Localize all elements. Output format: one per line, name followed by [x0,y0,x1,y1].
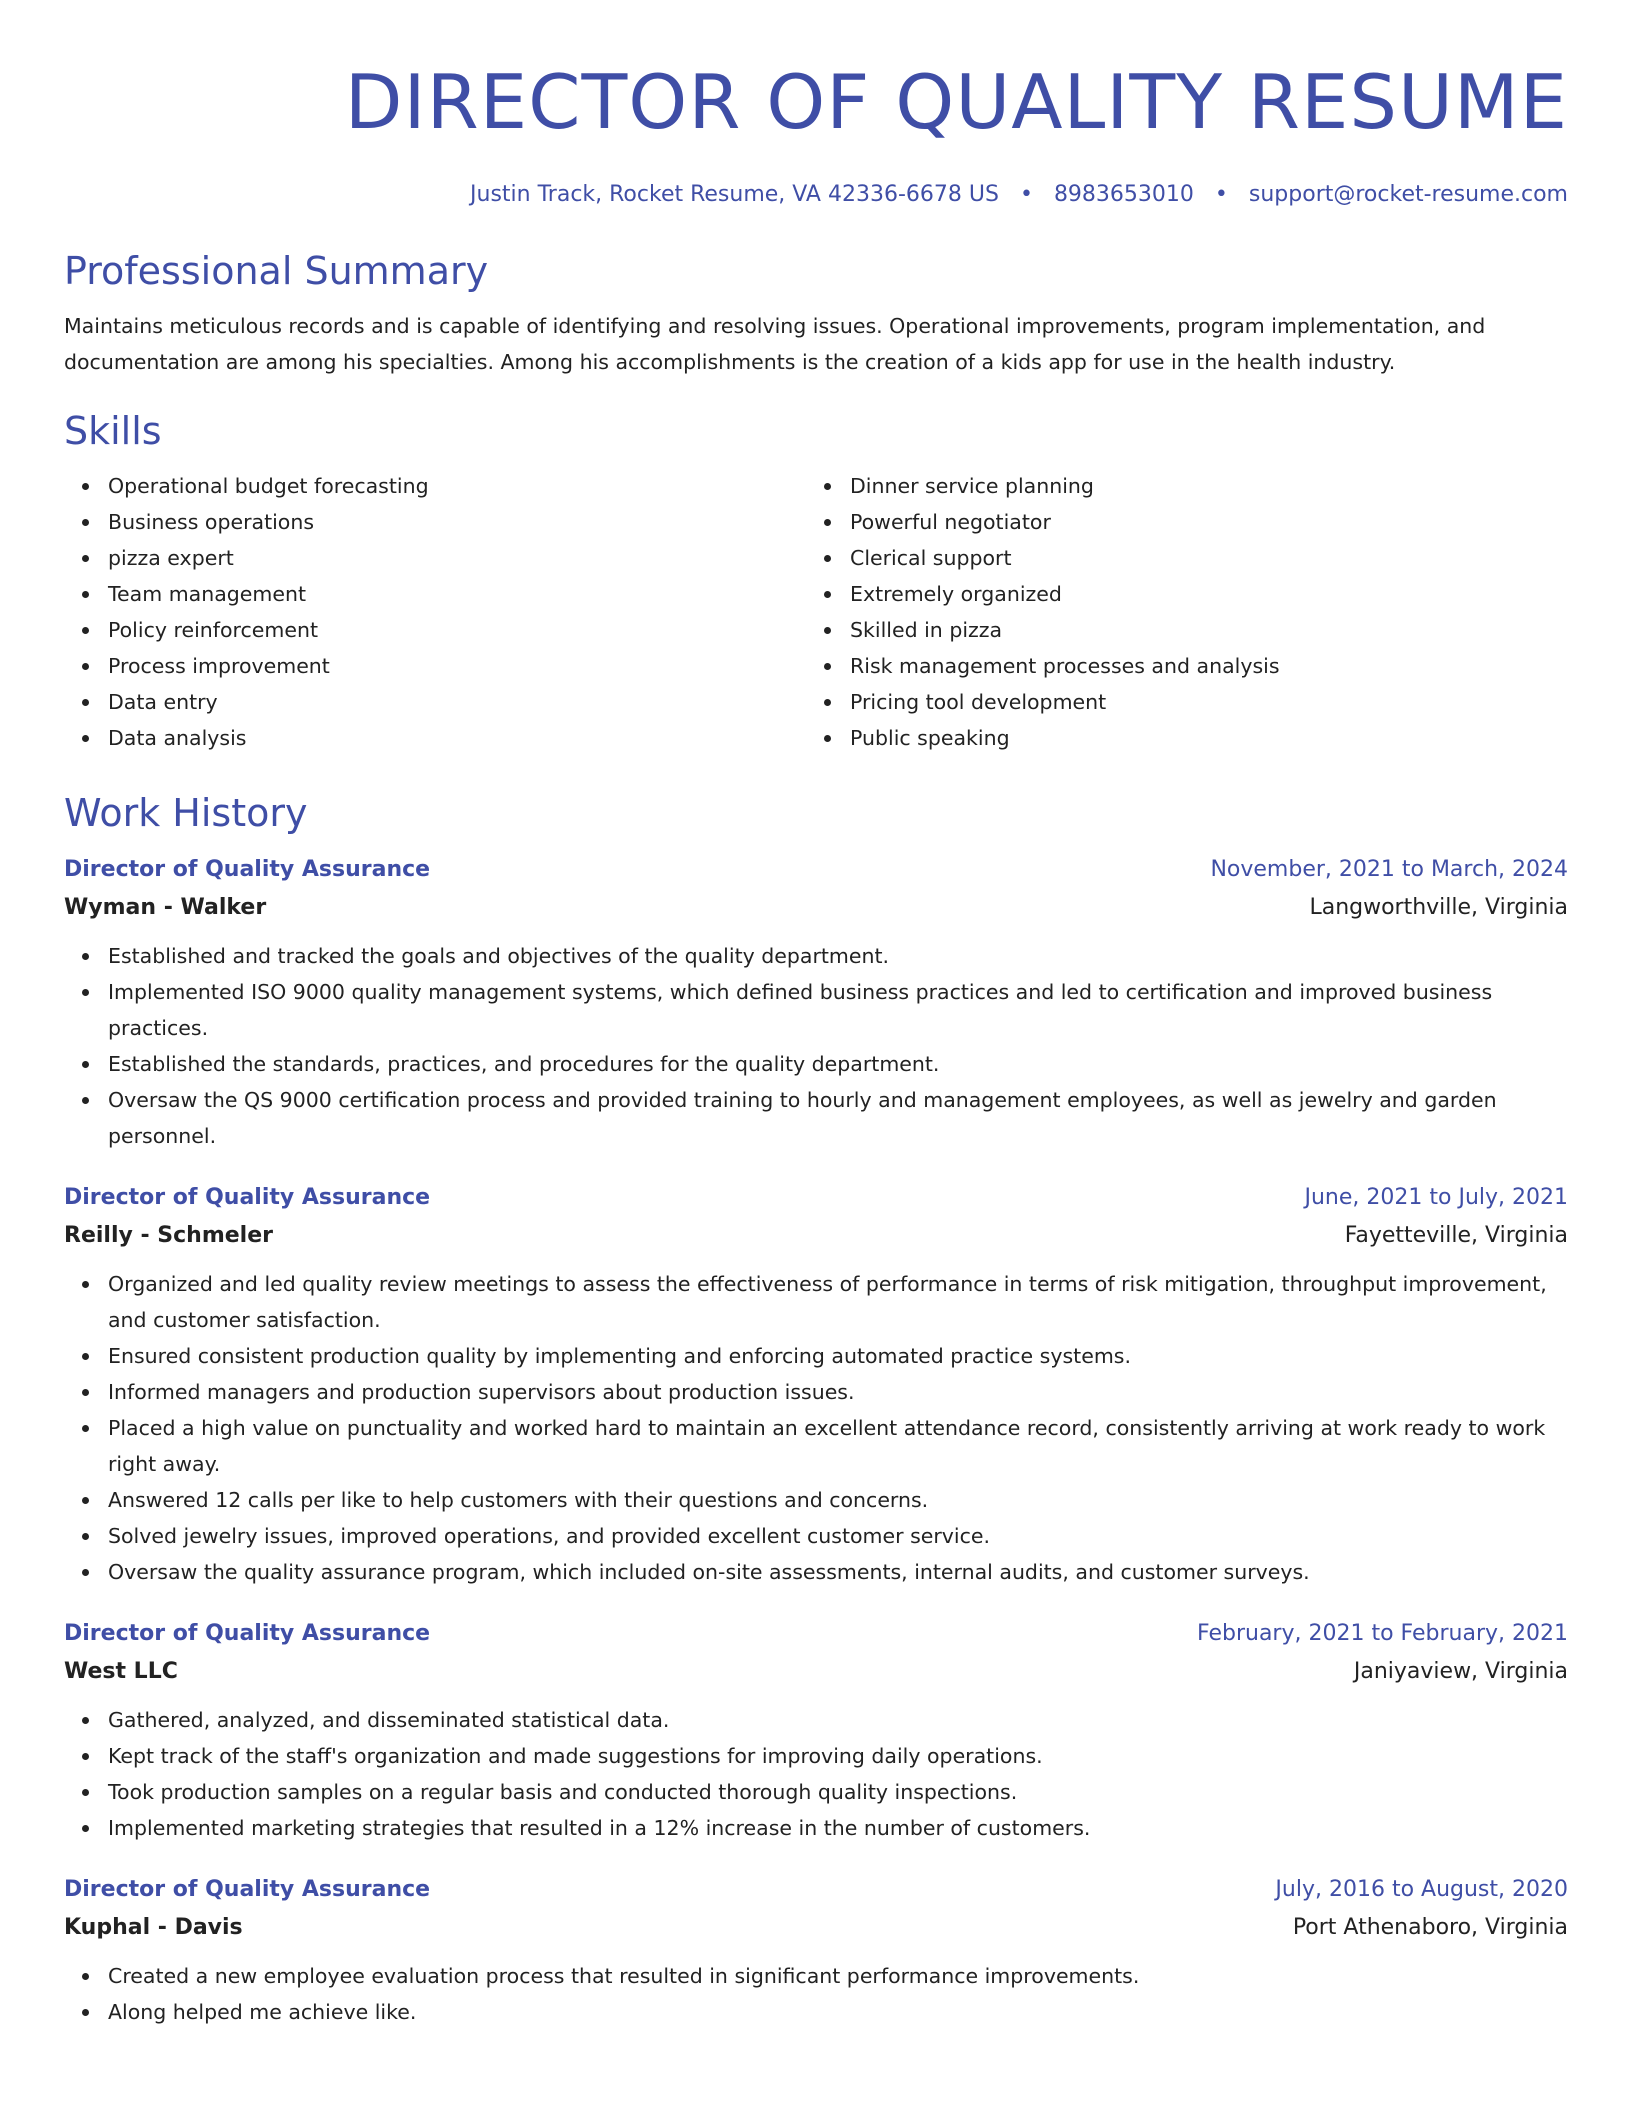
contact-line [64,180,1568,210]
skills-heading: Skills [64,409,162,453]
contact-phone: 8983653010 [1053,182,1194,207]
contact-separator: • [1019,182,1033,207]
skill-item: Skilled in pizza [850,612,1548,648]
job-company-row [64,888,1568,928]
job-title: Director of Quality Assurance [64,857,431,882]
job-bullet: Gathered, analyzed, and disseminated statistical data. [108,1702,1568,1738]
job-company: Wyman - Walker [64,895,267,920]
job-bullet: Implemented marketing strategies that resulted in a 12% increase in the number of customers. [108,1810,1568,1846]
contact-address: Justin Track, Rocket Resume, VA 42336-6678 US [470,182,999,207]
job-location: Port Athenaboro, Virginia [1292,1915,1568,1940]
job-dates: July, 2016 to August, 2020 [1275,1877,1568,1902]
job-entry [64,852,1568,1154]
job-bullet: Oversaw the QS 9000 certification process and provided training to hourly and management employees, as well as jewelry and garden personnel. [108,1082,1568,1154]
resume-title: DIRECTOR OF QUALITY RESUME [344,58,1568,146]
job-location: Langworthville, Virginia [1309,895,1568,920]
job-title: Director of Quality Assurance [64,1185,431,1210]
skill-item: Dinner service planning [850,468,1548,504]
job-bullet: Established and tracked the goals and objectives of the quality department. [108,938,1568,974]
summary-text: Maintains meticulous records and is capable of identifying and resolving issues. Operational improvements, program implementation, and documentation are among his specialties. Among his accomplishments is the creation of a kids app for use in the health industry. [64,314,1486,374]
skill-item: Powerful negotiator [850,504,1548,540]
summary-heading: Professional Summary [64,249,489,293]
job-title: Director of Quality Assurance [64,1877,431,1902]
skill-item: pizza expert [108,540,806,576]
job-bullet: Organized and led quality review meetings to assess the effectiveness of performance in terms of risk mitigation, throughput improvement, and customer satisfaction. [108,1266,1568,1338]
job-company-row [64,1652,1568,1692]
job-entry [64,1180,1568,1590]
job-header-row [64,1872,1568,1908]
job-bullet: Placed a high value on punctuality and worked hard to maintain an excellent attendance record, consistently arriving at work ready to work right away. [108,1410,1568,1482]
skills-list-right [806,468,1548,756]
job-bullet: Kept track of the staff's organization and made suggestions for improving daily operations. [108,1738,1568,1774]
job-entry [64,1872,1568,2030]
job-bullet: Answered 12 calls per like to help customers with their questions and concerns. [108,1482,1568,1518]
job-bullet: Informed managers and production supervisors about production issues. [108,1374,1568,1410]
job-bullet: Along helped me achieve like. [108,1994,1568,2030]
job-bullet: Implemented ISO 9000 quality management systems, which defined business practices and led to certification and improved business practices. [108,974,1568,1046]
skill-item: Risk management processes and analysis [850,648,1548,684]
job-dates: June, 2021 to July, 2021 [1304,1185,1568,1210]
job-company: Reilly - Schmeler [64,1223,273,1248]
skill-item: Data entry [108,684,806,720]
skill-item: Business operations [108,504,806,540]
job-bullet: Took production samples on a regular basis and conducted thorough quality inspections. [108,1774,1568,1810]
job-dates: November, 2021 to March, 2024 [1210,857,1568,882]
job-bullet: Oversaw the quality assurance program, which included on-site assessments, internal audits, and customer surveys. [108,1554,1568,1590]
skill-item: Operational budget forecasting [108,468,806,504]
skill-item: Clerical support [850,540,1548,576]
job-bullet: Created a new employee evaluation process that resulted in significant performance improvements. [108,1958,1568,1994]
work-history-heading: Work History [64,791,308,835]
job-bullet: Established the standards, practices, and procedures for the quality department. [108,1046,1568,1082]
job-company: West LLC [64,1659,178,1684]
job-location: Fayetteville, Virginia [1344,1223,1568,1248]
job-header-row [64,1180,1568,1216]
skills-list-left [64,468,806,756]
job-bullet: Ensured consistent production quality by implementing and enforcing automated practice systems. [108,1338,1568,1374]
job-bullets [64,1958,1568,2030]
job-header-row [64,1616,1568,1652]
skill-item: Team management [108,576,806,612]
skill-item: Public speaking [850,720,1548,756]
skill-item: Policy reinforcement [108,612,806,648]
job-company-row [64,1908,1568,1948]
skills-grid [64,468,1568,756]
job-location: Janiyaview, Virginia [1353,1659,1568,1684]
job-bullets [64,1702,1568,1846]
skill-item: Process improvement [108,648,806,684]
job-bullet: Solved jewelry issues, improved operations, and provided excellent customer service. [108,1518,1568,1554]
contact-separator: • [1214,182,1228,207]
job-company: Kuphal - Davis [64,1915,243,1940]
job-entry [64,1616,1568,1846]
job-title: Director of Quality Assurance [64,1621,431,1646]
job-bullets [64,938,1568,1154]
job-bullets [64,1266,1568,1590]
contact-email[interactable]: support@rocket-resume.com [1248,182,1568,207]
job-company-row [64,1216,1568,1256]
job-dates: February, 2021 to February, 2021 [1197,1621,1568,1646]
skill-item: Pricing tool development [850,684,1548,720]
job-header-row [64,852,1568,888]
skill-item: Data analysis [108,720,806,756]
skill-item: Extremely organized [850,576,1548,612]
